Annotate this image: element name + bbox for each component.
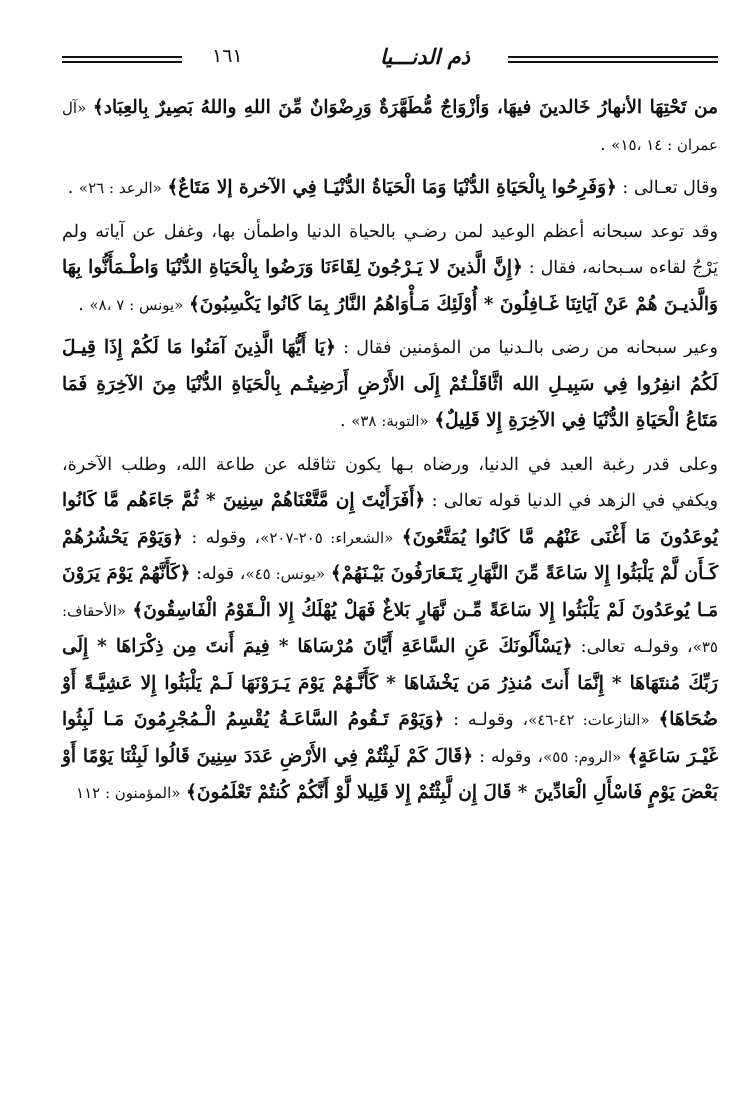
- quran-verse: ﴿يَا أَيُّهَا الَّذِينَ آمَنُوا مَا لَكُمْ إِذَا قِيـلَ لَكُمُ انفِرُوا فِي سَبِيـلِ الله اثَّاقَلْـتُمْ إِلَى الأَرْضِ أَرَضِيتُـم بِالْحَيَاةِ الدُّنْيَا مِنَ الآخِرَةِ فَمَا مَتَاعُ الْحَيَاةِ الدُّنْيَا فِي الآخِرَةِ إِلا قَلِيلٌ﴾: [62, 337, 718, 431]
- quran-verse: من تَحْتِهَا الأنهارُ خَالدينَ فيهَا، وَأزْوَاجٌ مُّطَهَّرَةٌ وَرِضْوَانٌ مِّنَ اللهِ واللهُ بَصِيرٌ بِالعِبَاد﴾: [92, 97, 718, 118]
- body-text: [393, 528, 401, 548]
- body-text: ، قوله:: [190, 564, 246, 584]
- verse-reference: «النازعات: ٤٢-٤٦»: [528, 711, 650, 729]
- verse-reference: «يونس : ٧ ،٨»: [89, 295, 184, 314]
- quran-verse: ﴿قَالَ كَمْ لَبِثْتُمْ فِي الأَرْضِ عَدَدَ سِنِينَ قَالُوا لَبِثْنَا يَوْمًا أَوْ بَعْضَ يَوْمٍ فَاسْأَلِ الْعَادِّينَ * قَالَ إِن لَّبِثْتُمْ إِلا قَلِيلا لَّوْ أَنَّكُمْ كُنتُمْ تَعْلَمُونَ﴾: [62, 745, 718, 803]
- body-text: وعلى قدر رغبة العبد في الدنيا، ورضاه بـها يكون تثاقله عن طاعة الله، وطلب الآخرة، ويكفي في الزهد في الدنيا قوله تعالى :: [62, 454, 718, 511]
- verse-reference: «الروم: ٥٥»: [543, 747, 622, 766]
- verse-reference: «الأحقاف: ٣٥»: [62, 601, 718, 656]
- running-title: ذم الدنـــيا: [380, 44, 470, 69]
- page-body: [62, 90, 718, 812]
- paragraph: [62, 214, 718, 324]
- quran-verse: ﴿أَفَرَأَيْتَ إِن مَّتَّعْنَاهُمْ سِنِينَ * ثُمَّ جَاءَهُم مَّا كَانُوا يُوعَدُونَ مَا أَغْنَى عَنْهُم مَّا كَانُوا يُمَتَّعُونَ﴾: [62, 490, 718, 548]
- quran-verse: ﴿إِنَّ الَّذينَ لا يَـرْجُونَ لِقَاءَنَا وَرَضُوا بِالْحَيَاةِ الدُّنْيَا وَاطْـمَأَنُّوا بِهَا وَالَّذيـنَ هُمْ عَنْ آيَاتِنَا غَـافِلُونَ * أُوْلَئِكَ مَـأْوَاهُمُ النَّارُ بِمَا كَانُوا يَكْسِبُونَ﴾: [62, 257, 718, 315]
- quran-verse: ﴿وَيَوْمَ يَحْشُرُهُمْ كَـأَن لَّمْ يَلْبَثُوا إِلا سَاعَةً مِّنَ النَّهَارِ يَتَـعَارَفُونَ بَيْـنَهُمْ﴾: [62, 526, 718, 584]
- page-number: ١٦١: [212, 45, 243, 67]
- quran-verse: ﴿وَيَوْمَ تَـقُومُ السَّاعَـةُ يُقْسِمُ الْـمُجْرِمُونَ مَـا لَبِثُوا غَيْـرَ سَاعَةٍ﴾: [62, 709, 718, 767]
- body-text: ، وقوله :: [183, 527, 261, 548]
- body-text: .: [78, 294, 90, 315]
- header-rule-left: [62, 55, 182, 65]
- quran-verse: ﴿كَأَنَّهُمْ يَوْمَ يَرَوْنَ مَـا يُوعَدُونَ لَمْ يَلْبَثُوا إِلا سَاعَةً مِّـن نَّهَارٍ بَلاغٌ فَهَلْ يُهْلَكُ إِلا الْـقَوْمُ الْفَاسِقُونَ﴾: [62, 563, 718, 621]
- body-text: وقد توعد سبحانه أعظم الوعيد لمن رضـي بالحياة الدنيا واطمأن بها، وغفل عن آياته ولم يَرْجُ لقاءه سـبحانه، فقال :: [62, 221, 719, 278]
- paragraph: [62, 170, 718, 207]
- body-text: ، وقولـه :: [444, 710, 529, 730]
- body-text: .: [340, 411, 352, 431]
- page-header: [62, 40, 718, 90]
- body-text: .: [67, 178, 79, 198]
- quran-verse: ﴿وَفَرِحُوا بِالْحَيَاةِ الدُّنْيَا وَمَا الْحَيَاةُ الدُّنْيَـا فِي الآخرة إلا مَتَاعٌ﴾: [167, 177, 617, 198]
- paragraph: [62, 330, 718, 440]
- paragraph: [62, 90, 718, 163]
- verse-reference: «آل عمران : ١٤ ،١٥»: [62, 99, 718, 154]
- body-text: وعير سبحانه من رضى بالـدنيا من المؤمنين فقال :: [335, 338, 718, 358]
- header-rule-right: [508, 55, 718, 65]
- book-page: [62, 40, 718, 1080]
- verse-reference: «الرعد : ٢٦»: [78, 179, 162, 197]
- verse-reference: «يونس: ٤٥»: [245, 565, 326, 583]
- paragraph: [62, 447, 718, 812]
- body-text: ، وقوله :: [473, 746, 544, 767]
- quran-verse: ﴿يَسْأَلُونَكَ عَنِ السَّاعَةِ أَيَّانَ مُرْسَاهَا * فِيمَ أَنتَ مِن ذِكْرَاهَا * إِلَى رَبِّكَ مُنتَهَاهَا * إِنَّمَا أَنتَ مُنذِرُ مَن يَخْشَاهَا * كَأَنَّـهُمْ يَوْمَ يَـرَوْنَهَا لَـمْ يَلْبَثُوا إِلا عَشِيَّـةً أَوْ ضُحَاهَا﴾: [62, 636, 718, 730]
- body-text: .: [600, 134, 612, 155]
- verse-reference: «الشعراء: ٢٠٥-٢٠٧»: [260, 528, 394, 547]
- body-text: ، وقولـه تعالى:: [572, 637, 693, 657]
- verse-reference: «المؤمنون : ١١٢: [76, 784, 181, 802]
- body-text: وقال تعـالى :: [616, 178, 718, 198]
- body-text: [86, 98, 93, 118]
- verse-reference: «التوبة: ٣٨»: [351, 412, 429, 430]
